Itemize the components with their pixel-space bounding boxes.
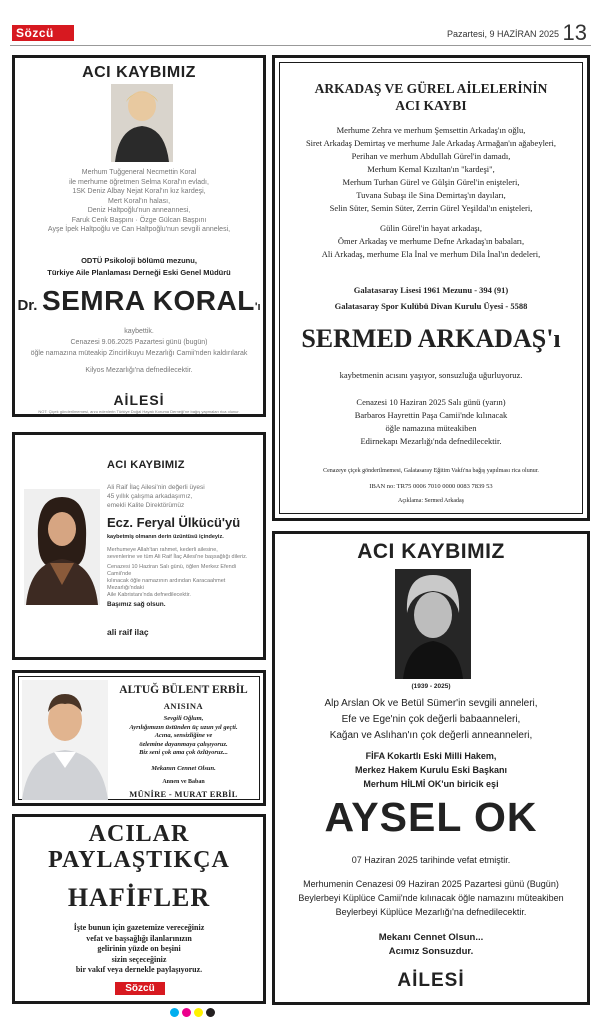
iban: IBAN no: TR75 0006 7010 0000 0083 7839 53	[369, 483, 493, 490]
text-line: Beylerbeyi Küplüce Mezarlığı'na defnedilecektir.	[335, 907, 527, 917]
mekan-line: Mekanın Cennet Olsun.	[151, 765, 216, 772]
heading-line: ARKADAŞ VE GÜREL AİLELERİNİN	[314, 81, 548, 96]
text-line: Merhum Kemal Kızıltan'ın "kardeşi",	[367, 164, 495, 174]
relations-text	[15, 168, 263, 235]
portrait-photo	[111, 84, 173, 162]
text-line: Sevgili Oğlum,	[163, 715, 204, 722]
portrait-icon	[111, 84, 173, 162]
text-line: Siret Arkadaş Demirtaş ve merhume Jale Arkadaş Armağan'ın ağabeyleri,	[305, 138, 557, 148]
closing-lines	[275, 931, 587, 959]
parents-label: Annen ve Baban	[162, 779, 205, 785]
text-line: kaybettik.	[124, 328, 154, 335]
iban-note: Açıklama: Sermed Arkadaş	[398, 498, 464, 504]
husband-credentials	[275, 749, 587, 791]
page-number: 13	[562, 20, 587, 45]
portrait-icon	[395, 569, 471, 679]
text-line: Merhum Turhan Gürel ve Gülşin Gürel'in enişteleri,	[342, 177, 520, 187]
text-line: Merhume Zehra ve merhum Şemsettin Arkadaş'ın oğlu,	[336, 125, 526, 135]
heading-line: ACI KAYBI	[395, 98, 467, 113]
intro-text	[107, 483, 205, 510]
text-line: Barbaros Hayrettin Paşa Camii'nde kılınacak	[354, 410, 508, 420]
text-line: ODTÜ Psikoloji bölümü mezunu,	[81, 256, 197, 265]
after-name: kaybetmenin acısını yaşıyor, sonsuzluğa uğurluyoruz.	[339, 370, 523, 380]
deceased-name-block	[15, 285, 263, 317]
obituary-sermed-arkadas	[272, 55, 590, 521]
sozcu-logo[interactable]: Sözcü	[12, 25, 74, 41]
promo-headline	[15, 821, 263, 873]
text-line: Ömer Arkadaş ve merhume Defne Arkadaş'ın babaları,	[337, 236, 525, 246]
body-text	[107, 547, 260, 599]
text-line: 45 yıllık çalışma arkadaşımız,	[107, 493, 193, 500]
issue-date: Pazartesi, 9 HAZİRAN 2025	[446, 29, 559, 39]
text-line: Kilyos Mezarlığı'na defnedilecektir.	[85, 367, 193, 374]
text-line: Cenazesi 10 Haziran Salı günü, öğlen Merkez Efendi Camii'nde	[107, 564, 237, 577]
text-line: sevenlerine ve tüm Ali Raif İlaç Ailesi'ne başsağlığı dileriz.	[107, 554, 248, 560]
ad-heading: ACI KAYBIMIZ	[107, 459, 185, 471]
company-signature: ali raif ilaç	[107, 627, 149, 637]
obituary-aysel-ok	[272, 531, 590, 1005]
text-line: Türkiye Aile Planlaması Derneği Eski Genel Müdürü	[47, 268, 231, 277]
header-rule	[10, 45, 591, 46]
relations-text	[275, 696, 587, 744]
sozcu-promo-ad	[12, 814, 266, 1004]
text-line: Cenazesi 10 Haziran 2025 Salı günü (yarın)	[356, 397, 506, 407]
text-line: Selin Süter, Semin Süter, Zerrin Gürel Yeşildal'ın enişteleri,	[329, 203, 533, 213]
portrait-icon	[22, 680, 108, 800]
signature: AİLESİ	[113, 392, 165, 408]
text-line: Cenazesi 9.06.2025 Pazartesi günü (bugün)	[70, 339, 208, 346]
promo-body	[19, 923, 259, 976]
magenta-mark	[182, 1008, 191, 1017]
text-line: gelirinin yüzde on beşini	[97, 944, 181, 953]
sozcu-logo-small: Sözcü	[115, 982, 165, 995]
headline-line: PAYLAŞTIKÇA	[48, 847, 230, 873]
print-color-marks	[170, 1008, 218, 1018]
poem	[108, 715, 259, 758]
memorial-subtitle: ANISINA	[163, 701, 204, 711]
memorial-altug-bulent-erbil	[12, 670, 266, 806]
deceased-name: ALTUĞ BÜLENT ERBİL	[119, 684, 248, 696]
funeral-text	[275, 877, 587, 919]
cyan-mark	[170, 1008, 179, 1017]
text-line: Biz seni çok ama çok özlüyoruz...	[139, 749, 228, 756]
text-line: Acına, sensizliğine ve	[154, 732, 213, 739]
text-line: Alp Arslan Ok ve Betül Sümer'in sevgili anneleri,	[324, 698, 538, 709]
ad-heading: ACI KAYBIMIZ	[82, 64, 196, 81]
funeral-text	[275, 396, 587, 448]
life-years: (1939 - 2025)	[411, 683, 451, 690]
text-line: Merhumeye Allah'tan rahmet, kederli ailesine,	[107, 547, 218, 553]
portrait-photo	[22, 680, 108, 800]
obituary-feryal-ulkucu	[12, 432, 266, 660]
text-line: Ayşe İpek Haltpoğlu ve Can Haltpoğlu'nun sevgili annelesi,	[47, 226, 231, 233]
deceased-name: AYSEL OK	[324, 794, 538, 840]
sorrow-line: kaybetmiş olmanın derin üzüntüsü içindeyiz.	[107, 534, 224, 540]
relations-text	[283, 124, 579, 261]
text-line: Beylerbeyi Küplüce Camii'nde kılınacak öğle namazını müteakiben	[298, 893, 564, 903]
text-line: İşte bunun için gazetemize vereceğiniz	[73, 923, 205, 932]
text-line: Edirnekapı Mezarlığı'nda defnedilecektir.	[360, 436, 502, 446]
credentials	[15, 255, 263, 279]
portrait-icon	[24, 489, 100, 605]
deceased-name: SEMRA KORAL	[41, 285, 255, 316]
promo-headline-2: HAFİFLER	[67, 883, 211, 912]
text-line: sizin seçeceğiniz	[111, 954, 167, 964]
deceased-name: SERMED ARKADAŞ'ı	[301, 324, 561, 353]
text-line: FİFA Kokartlı Eski Milli Hakem,	[365, 751, 497, 761]
ad-heading	[275, 80, 587, 114]
credentials	[275, 282, 587, 314]
parents-names: MÜNİRE - MURAT ERBİL	[129, 789, 238, 799]
text-line: Aile Kabristanı'nda defnedilecektir.	[107, 592, 191, 598]
text-line: Deniz Haltpoğlu'nun anneannesi,	[87, 207, 191, 214]
text-line: Merhumenin Cenazesi 09 Haziran 2025 Pazartesi günü (Bugün)	[303, 879, 559, 889]
text-line: Perihan ve merhum Abdullah Gürel'in damadı,	[351, 151, 511, 161]
text-line: Tuvana Subaşı ile Sina Demirtaş'ın dayıları,	[356, 190, 506, 200]
ad-heading: ACI KAYBIMIZ	[357, 540, 505, 563]
obituary-semra-koral	[12, 55, 266, 417]
text-line: emekli Kalite Direktörümüz	[107, 502, 185, 509]
text-line: vefat ve başsağlığı ilanlarınızın	[86, 933, 192, 943]
text-line: Efe ve Ege'nin çok değerli babaanneleri,	[341, 714, 521, 725]
title-prefix: Dr.	[17, 297, 38, 314]
donation-note: Cenazeye çiçek gönderilmemesi, Galatasaray Eğitim Vakfı'na bağış yapılması rica olunur.	[323, 468, 539, 474]
closing-line: Başımız sağ olsun.	[107, 601, 166, 608]
yellow-mark	[194, 1008, 203, 1017]
text-line: Ali Raif İlaç Ailesi'nin değerli üyesi	[107, 484, 205, 491]
text-line: Galatasaray Spor Kulübü Divan Kurulu Üyesi - 5588	[334, 301, 528, 311]
headline-line: ACILAR	[88, 821, 190, 847]
text-line: özlemine dayanmaya çalışıyoruz.	[139, 740, 228, 748]
text-line: Galatasaray Lisesi 1961 Mezunu - 394 (91)	[353, 285, 509, 295]
text-line: Merhum Tuğgeneral Necmettin Koral	[81, 169, 197, 176]
deceased-name: Ecz. Feryal Ülkücü'yü	[107, 515, 241, 530]
text-line: Acımız Sonsuzdur.	[388, 946, 474, 957]
black-mark	[206, 1008, 215, 1017]
name-suffix: 'ı	[254, 301, 261, 313]
text-line: öğle namazına müteakiben	[385, 423, 477, 433]
text-line: Mert Koral'ın halası,	[107, 197, 171, 205]
text-line: öğle namazına müteakip Zincirlikuyu Mezarlığı Camii'nden kaldırılarak	[30, 350, 248, 357]
text-line: Gülin Gürel'in hayat arkadaşı,	[379, 223, 483, 233]
death-date: 07 Haziran 2025 tarihinde vefat etmiştir.	[351, 855, 511, 865]
text-line: Merhum HİLMİ OK'un biricik eşi	[363, 779, 499, 789]
signature: AİLESİ	[397, 970, 465, 991]
text-line: Merkez Hakem Kurulu Eski Başkanı	[354, 765, 508, 775]
portrait-photo	[395, 569, 471, 679]
text-line: Ali Arkadaş, merhume Ela İnal ve merhum Dila İnal'ın dedeleri,	[321, 249, 541, 259]
funeral-text	[15, 326, 263, 376]
footnote: NOT: Çiçek gönderilmemesi, arzu edenlerin Türkiye Doğal Hayatı Koruma Derneği'ne bağış yapmaları rica olunur.	[38, 409, 240, 414]
text-line: ile merhume öğretmen Selma Koral'ın evladı,	[69, 178, 209, 186]
text-line: 1SK Deniz Albay Nejat Koral'ın kız kardeşi,	[72, 188, 206, 195]
text-line: Mekanı Cennet Olsun...	[378, 932, 484, 943]
text-line: bir vakıf veya dernekle paylaşıyoruz.	[75, 965, 203, 974]
portrait-photo	[24, 489, 100, 605]
text-line: kılınacak öğle namazının ardından Karacaahmet Mezarlığı'ndaki	[107, 578, 226, 591]
text-line: Faruk Cenk Başpını · Özge Gülcan Başpını	[71, 216, 207, 224]
text-line: Kağan ve Aslıhan'ın çok değerli anneanneleri,	[329, 730, 533, 741]
text-line: Ayrılığımızın üstünden üç uzun yıl geçti.	[129, 723, 238, 731]
